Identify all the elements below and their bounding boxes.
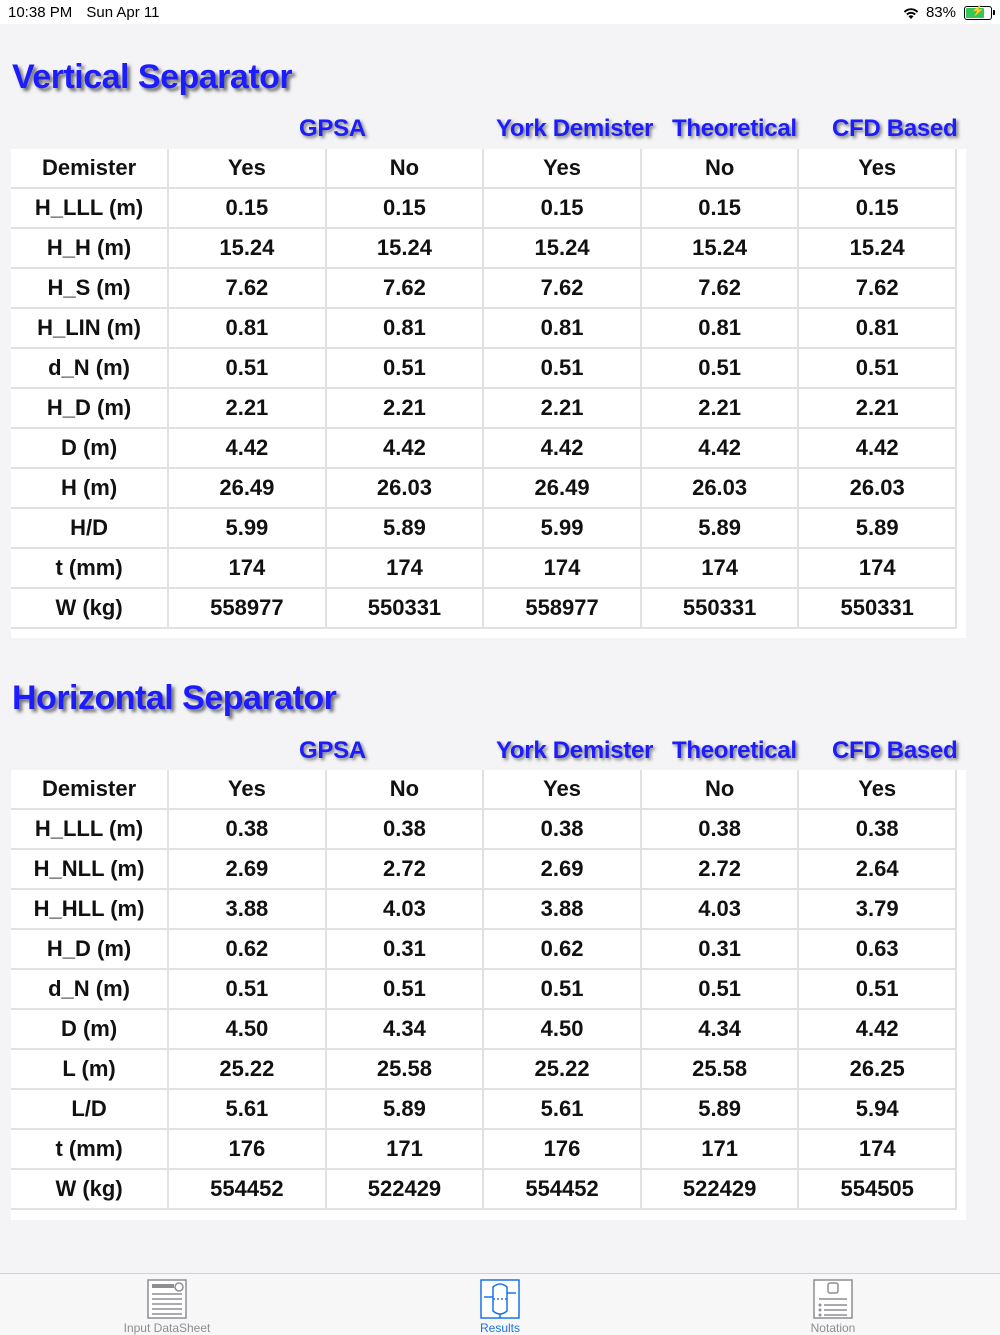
value-cell: 522429	[642, 1170, 800, 1210]
value-cell: 176	[169, 1130, 327, 1170]
table-row	[11, 589, 957, 629]
value-cell: 7.62	[169, 269, 327, 309]
row-label-cell: H_S (m)	[11, 269, 169, 309]
value-cell: 174	[799, 1130, 957, 1170]
table-header-row	[11, 149, 957, 189]
row-label-cell: d_N (m)	[11, 970, 169, 1010]
value-cell: 0.51	[327, 970, 485, 1010]
table-row	[11, 930, 957, 970]
horizontal-results-table	[11, 770, 957, 1210]
value-cell: 0.51	[799, 349, 957, 389]
value-cell: 0.81	[484, 309, 642, 349]
separator-vessel-icon	[480, 1279, 520, 1319]
horizontal-column-headers	[0, 737, 1000, 773]
vertical-separator-title: Vertical Separator	[12, 58, 293, 96]
table-row	[11, 429, 957, 469]
value-cell: 3.88	[169, 890, 327, 930]
table-row	[11, 810, 957, 850]
value-cell: 26.03	[642, 469, 800, 509]
col-header-cfd-based: CFD Based	[832, 115, 958, 142]
value-cell: 5.99	[484, 509, 642, 549]
value-cell: 7.62	[327, 269, 485, 309]
row-label-cell: t (mm)	[11, 1130, 169, 1170]
value-cell: 7.62	[484, 269, 642, 309]
col-header-theoretical: Theoretical	[672, 115, 797, 142]
value-cell: 554505	[799, 1170, 957, 1210]
value-cell: 25.58	[642, 1050, 800, 1090]
value-cell: 0.51	[799, 970, 957, 1010]
value-cell: 26.25	[799, 1050, 957, 1090]
value-cell: 174	[799, 549, 957, 589]
value-cell: 0.31	[327, 930, 485, 970]
table-row	[11, 1050, 957, 1090]
table-row	[11, 469, 957, 509]
value-cell: 4.42	[642, 429, 800, 469]
value-cell: 26.49	[484, 469, 642, 509]
status-right	[902, 4, 992, 21]
battery-percent: 83%	[925, 4, 956, 21]
row-label-cell: W (kg)	[11, 589, 169, 629]
value-cell: 0.51	[169, 970, 327, 1010]
value-cell: 2.21	[484, 389, 642, 429]
row-label-cell: H_LIN (m)	[11, 309, 169, 349]
value-cell: 4.50	[484, 1010, 642, 1050]
value-cell: 0.62	[484, 930, 642, 970]
tab-label-input-datasheet: Input DataSheet	[123, 1321, 211, 1335]
value-cell: 171	[642, 1130, 800, 1170]
value-cell: 5.89	[642, 1090, 800, 1130]
value-cell: 4.34	[327, 1010, 485, 1050]
value-cell: 4.42	[799, 1010, 957, 1050]
value-cell: Yes	[799, 149, 957, 189]
value-cell: 4.42	[327, 429, 485, 469]
table-row	[11, 309, 957, 349]
table-row	[11, 1010, 957, 1050]
value-cell: 522429	[327, 1170, 485, 1210]
value-cell: 2.72	[642, 850, 800, 890]
value-cell: 7.62	[799, 269, 957, 309]
value-cell: 171	[327, 1130, 485, 1170]
value-cell: No	[642, 149, 800, 189]
table-row	[11, 549, 957, 589]
status-time: 10:38 PM	[8, 4, 73, 21]
results-screen[interactable]	[0, 24, 1000, 1273]
table-row	[11, 389, 957, 429]
value-cell: 174	[484, 549, 642, 589]
row-label-cell: D (m)	[11, 1010, 169, 1050]
value-cell: 2.69	[484, 850, 642, 890]
tab-label-notation: Notation	[810, 1321, 856, 1335]
datasheet-icon	[147, 1279, 187, 1319]
value-cell: 4.50	[169, 1010, 327, 1050]
value-cell: 0.38	[484, 810, 642, 850]
value-cell: 558977	[169, 589, 327, 629]
value-cell: 0.81	[169, 309, 327, 349]
row-label-cell: H_NLL (m)	[11, 850, 169, 890]
value-cell: 4.42	[799, 429, 957, 469]
row-label-cell: H_D (m)	[11, 389, 169, 429]
value-cell: 0.51	[484, 349, 642, 389]
row-label-cell: H_D (m)	[11, 930, 169, 970]
tab-label-results: Results	[479, 1321, 520, 1335]
vertical-results-table	[11, 149, 957, 629]
value-cell: 0.51	[169, 349, 327, 389]
value-cell: 2.21	[799, 389, 957, 429]
value-cell: No	[327, 149, 485, 189]
value-cell: 176	[484, 1130, 642, 1170]
value-cell: 26.03	[327, 469, 485, 509]
value-cell: 558977	[484, 589, 642, 629]
row-label-cell: Demister	[11, 770, 169, 810]
table-row	[11, 229, 957, 269]
value-cell: Yes	[169, 149, 327, 189]
value-cell: 2.21	[327, 389, 485, 429]
value-cell: Yes	[169, 770, 327, 810]
value-cell: 15.24	[799, 229, 957, 269]
value-cell: 174	[169, 549, 327, 589]
value-cell: 4.42	[484, 429, 642, 469]
value-cell: 5.61	[169, 1090, 327, 1130]
status-left	[8, 4, 170, 21]
status-bar	[0, 0, 1000, 24]
value-cell: 26.03	[799, 469, 957, 509]
table-row	[11, 1170, 957, 1210]
value-cell: 5.61	[484, 1090, 642, 1130]
notation-icon	[813, 1279, 853, 1319]
value-cell: 0.63	[799, 930, 957, 970]
value-cell: 5.89	[799, 509, 957, 549]
row-label-cell: d_N (m)	[11, 349, 169, 389]
row-label-cell: H (m)	[11, 469, 169, 509]
table-row	[11, 1090, 957, 1130]
row-label-cell: t (mm)	[11, 549, 169, 589]
value-cell: 4.03	[327, 890, 485, 930]
value-cell: 3.88	[484, 890, 642, 930]
value-cell: 15.24	[327, 229, 485, 269]
row-label-cell: H_LLL (m)	[11, 810, 169, 850]
row-label-cell: D (m)	[11, 429, 169, 469]
value-cell: 5.89	[642, 509, 800, 549]
value-cell: 4.03	[642, 890, 800, 930]
table-row	[11, 509, 957, 549]
value-cell: 0.81	[327, 309, 485, 349]
value-cell: 7.62	[642, 269, 800, 309]
value-cell: 15.24	[484, 229, 642, 269]
value-cell: 0.31	[642, 930, 800, 970]
value-cell: 0.15	[642, 189, 800, 229]
tab-input-datasheet[interactable]	[77, 1279, 257, 1335]
value-cell: No	[327, 770, 485, 810]
table-header-row	[11, 770, 957, 810]
value-cell: 5.99	[169, 509, 327, 549]
value-cell: 4.34	[642, 1010, 800, 1050]
tab-bar	[0, 1273, 1000, 1335]
value-cell: 25.22	[169, 1050, 327, 1090]
value-cell: 15.24	[169, 229, 327, 269]
value-cell: 550331	[642, 589, 800, 629]
row-label-cell: H_H (m)	[11, 229, 169, 269]
value-cell: 2.64	[799, 850, 957, 890]
table-row	[11, 269, 957, 309]
row-label-cell: L/D	[11, 1090, 169, 1130]
table-row	[11, 1130, 957, 1170]
value-cell: 550331	[327, 589, 485, 629]
value-cell: 25.58	[327, 1050, 485, 1090]
value-cell: 4.42	[169, 429, 327, 469]
horizontal-separator-title: Horizontal Separator	[12, 679, 337, 717]
value-cell: 0.38	[327, 810, 485, 850]
value-cell: 174	[327, 549, 485, 589]
value-cell: 5.89	[327, 509, 485, 549]
value-cell: Yes	[484, 770, 642, 810]
value-cell: 0.38	[642, 810, 800, 850]
value-cell: 25.22	[484, 1050, 642, 1090]
table-row	[11, 189, 957, 229]
battery-icon	[964, 6, 992, 20]
value-cell: 0.81	[642, 309, 800, 349]
value-cell: 0.15	[799, 189, 957, 229]
col-header-york-demister: York Demister	[496, 115, 654, 142]
value-cell: 5.94	[799, 1090, 957, 1130]
value-cell: 3.79	[799, 890, 957, 930]
tab-notation[interactable]	[743, 1279, 923, 1335]
table-row	[11, 850, 957, 890]
tab-results[interactable]	[410, 1279, 590, 1335]
col-header-cfd-based: CFD Based	[832, 737, 958, 764]
value-cell: 174	[642, 549, 800, 589]
status-date: Sun Apr 11	[86, 4, 160, 21]
table-row	[11, 890, 957, 930]
value-cell: 2.72	[327, 850, 485, 890]
value-cell: 0.38	[169, 810, 327, 850]
col-header-gpsa: GPSA	[299, 737, 366, 764]
value-cell: 0.51	[484, 970, 642, 1010]
vertical-column-headers	[0, 115, 1000, 151]
col-header-york-demister: York Demister	[496, 737, 654, 764]
value-cell: 0.15	[484, 189, 642, 229]
row-label-cell: H/D	[11, 509, 169, 549]
row-label-cell: H_HLL (m)	[11, 890, 169, 930]
value-cell: Yes	[484, 149, 642, 189]
value-cell: 0.62	[169, 930, 327, 970]
value-cell: 15.24	[642, 229, 800, 269]
col-header-theoretical: Theoretical	[672, 737, 797, 764]
value-cell: 5.89	[327, 1090, 485, 1130]
value-cell: 26.49	[169, 469, 327, 509]
row-label-cell: W (kg)	[11, 1170, 169, 1210]
value-cell: 2.21	[642, 389, 800, 429]
value-cell: 0.15	[327, 189, 485, 229]
value-cell: 0.15	[169, 189, 327, 229]
value-cell: 554452	[484, 1170, 642, 1210]
table-row	[11, 349, 957, 389]
col-header-gpsa: GPSA	[299, 115, 366, 142]
value-cell: 0.51	[327, 349, 485, 389]
charging-bolt-icon: ⚡	[971, 4, 985, 17]
wifi-icon	[902, 6, 920, 20]
row-label-cell: Demister	[11, 149, 169, 189]
value-cell: 0.38	[799, 810, 957, 850]
table-row	[11, 970, 957, 1010]
value-cell: 2.69	[169, 850, 327, 890]
value-cell: Yes	[799, 770, 957, 810]
value-cell: 550331	[799, 589, 957, 629]
value-cell: 0.81	[799, 309, 957, 349]
value-cell: 0.51	[642, 970, 800, 1010]
row-label-cell: L (m)	[11, 1050, 169, 1090]
value-cell: 554452	[169, 1170, 327, 1210]
value-cell: 2.21	[169, 389, 327, 429]
value-cell: 0.51	[642, 349, 800, 389]
row-label-cell: H_LLL (m)	[11, 189, 169, 229]
value-cell: No	[642, 770, 800, 810]
